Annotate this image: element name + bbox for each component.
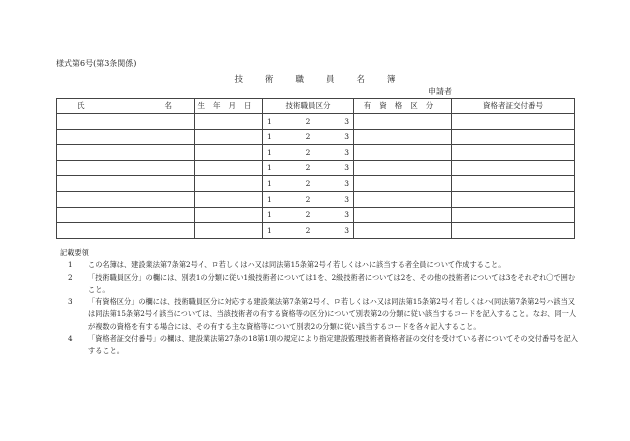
birth-date-cell[interactable]: [195, 129, 263, 145]
header-birth-date: 生年月日: [195, 99, 263, 114]
tech-category-option[interactable]: 2: [305, 210, 311, 220]
tech-category-option[interactable]: 3: [344, 163, 349, 173]
birth-date-cell[interactable]: [195, 145, 263, 161]
qualification-cell[interactable]: [354, 129, 452, 145]
tech-category-cell: [263, 145, 354, 161]
table-row: [57, 145, 575, 161]
name-cell[interactable]: [57, 145, 195, 161]
birth-date-cell[interactable]: [195, 114, 263, 130]
instruction-text: 「有資格区分」の欄には、技術職員区分に対応する建設業法第7条第2号イ、ロ若しくはハ又は同法第15条第2号イ若しくはハ(同法第7条第2号ハ該当又は同法第15条第2号イ該当については、当該技術者の有する資格等の区分)について別表第2の分類に従い該当するコードを記入すること。なお、同一人が複数の資格を有する場合には、その有する主な資格等について別表2の分類に従い該当するコードを各々記入すること。: [88, 297, 577, 331]
header-name-family: 氏: [77, 101, 85, 111]
tech-category-cell: [263, 207, 354, 223]
instruction-text: 「技術職員区分」の欄には、別表1の分類に従い1級技術者については1を、2級技術者については2を、その他の技術者については3をそれぞれ〇で囲むこと。: [88, 272, 576, 294]
tech-category-option[interactable]: 1: [267, 210, 272, 220]
tech-category-cell: [263, 191, 354, 207]
instruction-item: [60, 333, 580, 358]
qualification-cell[interactable]: [354, 160, 452, 176]
instruction-item: [60, 259, 580, 271]
tech-category-option[interactable]: 3: [344, 225, 349, 235]
staff-register-table: [56, 98, 575, 239]
table-row: [57, 129, 575, 145]
certificate-number-cell[interactable]: [452, 129, 575, 145]
tech-category-option[interactable]: 1: [267, 225, 272, 235]
tech-category-cell: [263, 160, 354, 176]
tech-category-option[interactable]: 2: [305, 178, 311, 188]
header-name-given: 名: [164, 101, 172, 111]
tech-category-option[interactable]: 2: [305, 194, 311, 204]
qualification-cell[interactable]: [354, 145, 452, 161]
name-cell[interactable]: [57, 207, 195, 223]
name-cell[interactable]: [57, 129, 195, 145]
tech-category-option[interactable]: 2: [305, 132, 311, 142]
tech-category-option[interactable]: 3: [344, 116, 349, 126]
certificate-number-cell[interactable]: [452, 114, 575, 130]
name-cell[interactable]: [57, 114, 195, 130]
table-row: [57, 207, 575, 223]
tech-category-option[interactable]: 3: [344, 210, 349, 220]
qualification-cell[interactable]: [354, 114, 452, 130]
certificate-number-cell[interactable]: [452, 191, 575, 207]
form-id: 様式第6号(第3条関係): [56, 59, 137, 68]
tech-category-option[interactable]: 3: [344, 194, 349, 204]
table-header-row: [57, 99, 575, 114]
instruction-text: 「資格者証交付番号」の欄は、建設業法第27条の18第1項の規定により指定建設監理技術者資格者証の交付を受けている者についてその交付番号を記入すること。: [88, 334, 578, 356]
qualification-cell[interactable]: [354, 191, 452, 207]
instruction-number: 2: [68, 272, 73, 282]
name-cell[interactable]: [57, 191, 195, 207]
applicant-label: 申請者: [428, 86, 558, 99]
birth-date-cell[interactable]: [195, 191, 263, 207]
tech-category-option[interactable]: 3: [344, 147, 349, 157]
tech-category-option[interactable]: 2: [305, 116, 311, 126]
instruction-text: この名簿は、建設業法第7条第2号イ、ロ若しくはハ又は同法第15条第2号イ若しくはハに該当する者全員について作成すること。: [88, 260, 506, 270]
birth-date-cell[interactable]: [195, 160, 263, 176]
instruction-item: [60, 272, 580, 297]
tech-category-cell: [263, 129, 354, 145]
tech-category-cell: [263, 114, 354, 130]
tech-category-option[interactable]: 3: [344, 132, 349, 142]
certificate-number-cell[interactable]: [452, 160, 575, 176]
header-qualification-category: 有資格区分: [354, 99, 452, 114]
header-certificate-number: 資格者証交付番号: [452, 99, 575, 114]
instructions: [60, 247, 580, 358]
instruction-item: [60, 296, 580, 333]
tech-category-option[interactable]: 1: [267, 163, 272, 173]
birth-date-cell[interactable]: [195, 176, 263, 192]
tech-category-option[interactable]: 2: [305, 225, 311, 235]
certificate-number-cell[interactable]: [452, 223, 575, 239]
page-title: 技術職員名簿: [234, 75, 418, 85]
tech-category-option[interactable]: 1: [267, 147, 272, 157]
name-cell[interactable]: [57, 160, 195, 176]
tech-category-option[interactable]: 2: [305, 163, 311, 173]
qualification-cell[interactable]: [354, 207, 452, 223]
table-row: [57, 114, 575, 130]
table-row: [57, 176, 575, 192]
tech-category-option[interactable]: 3: [344, 178, 349, 188]
qualification-cell[interactable]: [354, 223, 452, 239]
instructions-heading: 記載要領: [60, 248, 89, 257]
instruction-number: 4: [68, 334, 73, 344]
table-row: [57, 160, 575, 176]
certificate-number-cell[interactable]: [452, 145, 575, 161]
header-tech-category: 技術職員区分: [263, 99, 354, 114]
name-cell[interactable]: [57, 223, 195, 239]
table-row: [57, 191, 575, 207]
tech-category-cell: [263, 176, 354, 192]
name-cell[interactable]: [57, 176, 195, 192]
tech-category-option[interactable]: 1: [267, 194, 272, 204]
certificate-number-cell[interactable]: [452, 176, 575, 192]
instruction-number: 1: [68, 260, 73, 270]
tech-category-option[interactable]: 1: [267, 116, 272, 126]
birth-date-cell[interactable]: [195, 223, 263, 239]
qualification-cell[interactable]: [354, 176, 452, 192]
tech-category-option[interactable]: 2: [305, 147, 311, 157]
tech-category-option[interactable]: 1: [267, 178, 272, 188]
tech-category-cell: [263, 223, 354, 239]
certificate-number-cell[interactable]: [452, 207, 575, 223]
birth-date-cell[interactable]: [195, 207, 263, 223]
tech-category-option[interactable]: 1: [267, 132, 272, 142]
table-row: [57, 223, 575, 239]
header-name: [57, 99, 195, 114]
instruction-number: 3: [68, 297, 73, 307]
